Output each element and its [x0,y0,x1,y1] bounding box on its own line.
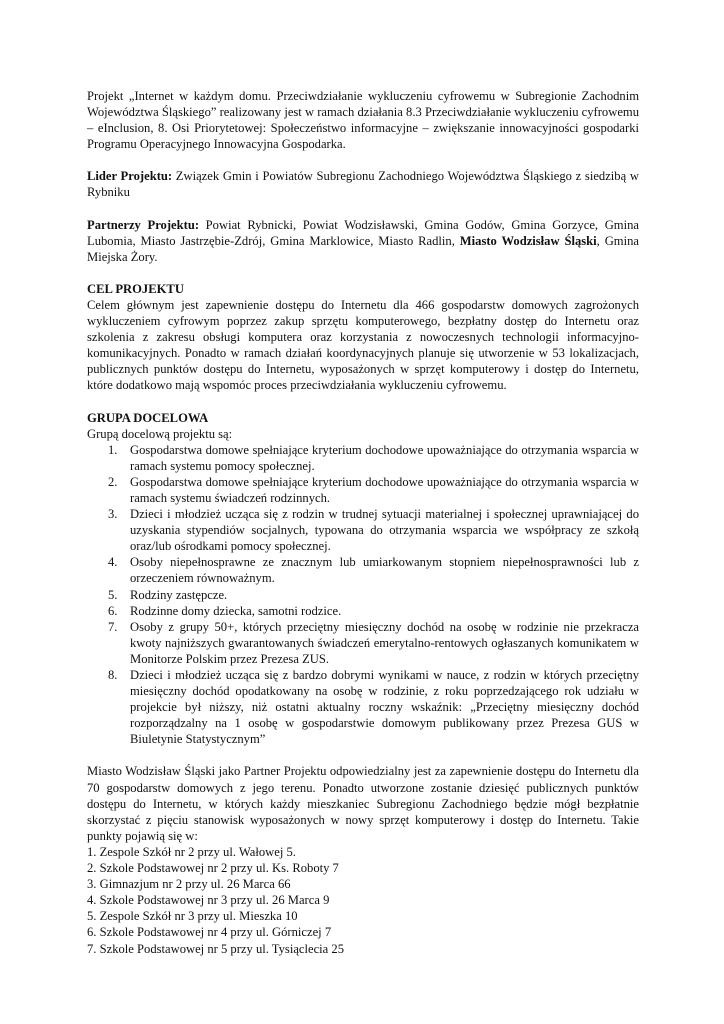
list-item [87,603,639,619]
access-point-item: 7. Szkole Podstawowej nr 5 przy ul. Tysiąclecia 25 [87,941,345,956]
city-partner-paragraph: Miasto Wodzisław Śląski jako Partner Projektu odpowiedzialny jest za zapewnienie dostępu do Internetu dla 70 gospodarstw domowych z jego terenu. Ponadto utworzone zostanie dziesięć publicznych punktów dostępu do Internetu, w których każdy mieszkaniec Subregionu Zachodniego będzie mógł bezpłatnie skorzystać z pięciu stanowisk wyposażonych w nowy sprzęt komputerowy i dostęp do Internetu. Takie punkty pojawią się w: [87,764,639,843]
project-leader-text: Związek Gmin i Powiatów Subregionu Zachodniego Województwa Śląskiego z siedzibą w Rybniku [87,169,639,200]
list-item-number: 8. [108,668,118,682]
list-item-number: 4. [108,555,118,570]
access-points-list [87,844,639,957]
project-partners-paragraph [87,217,639,265]
list-item-text: Gospodarstwa domowe spełniające kryterium dochodowe upoważniające do otrzymania wsparcia w ramach systemu pomocy społecznej. [130,442,639,473]
list-item [87,619,639,667]
list-item-number: 5. [108,587,118,602]
list-item-number: 7. [108,619,118,634]
list-item [87,442,639,474]
project-leader-label: Lider Projektu: [87,169,173,184]
goal-heading: CEL PROJEKTU [87,281,184,296]
list-item [87,506,639,554]
access-point-item: 5. Zespole Szkół nr 3 przy ul. Mieszka 10 [87,909,298,924]
list-item-number: 3. [108,507,118,522]
access-point-item: 1. Zespole Szkół nr 2 przy ul. Wałowej 5. [87,844,296,859]
list-item-text: Rodziny zastępcze. [130,587,228,602]
list-item [87,554,639,586]
list-item-text: Dzieci i młodzież ucząca się z bardzo dobrymi wynikami w nauce, z rodzin w których przeciętny miesięczny dochód opodatkowany na osobę w rodzinie, z roku poprzedzającego rok udziału w projekcie był niższy, niż ostatni aktualny roczny wskaźnik: „Przeciętny miesięczny dochód rozporządzalny na 1 osobę w gospodarstwie domowym publikowany przez Prezesa GUS w Biuletynie Statystycznym” [130,668,639,747]
access-point-item: 4. Szkole Podstawowej nr 3 przy ul. 26 Marca 9 [87,893,330,908]
list-item [87,474,639,506]
list-item-text: Rodzinne domy dziecka, samotni rodzice. [130,603,342,618]
list-item-number: 6. [108,603,118,618]
access-point-item: 6. Szkole Podstawowej nr 4 przy ul. Górniczej 7 [87,925,332,940]
project-leader-paragraph [87,168,639,200]
list-item-text: Dzieci i młodzież ucząca się z rodzin w trudnej sytuacji materialnej i społecznej uprawniającej do uzyskania stypendiów socjalnych, typowana do otrzymania wsparcia we współpracy ze szkołą oraz/lub ośrodkami pomocy społecznej. [130,507,639,554]
access-point-item: 2. Szkole Podstawowej nr 2 przy ul. Ks. Roboty 7 [87,861,339,876]
project-partners-text: Powiat Rybnicki, Powiat Wodzisławski, Gmina Godów, Gmina Gorzyce, Gmina Lubomia, Miasto Jastrzębie-Zdrój, Gmina Marklowice, Miasto Radlin, [87,217,639,248]
goal-paragraph: Celem głównym jest zapewnienie dostępu do Internetu dla 466 gospodarstw domowych zagrożonych wykluczeniem cyfrowym poprzez zakup sprzętu komputerowego, bezpłatny dostęp do Internetu oraz szkolenia z zakresu obsługi komputera oraz korzystania z nowoczesnych technologii informacyjno-komunikacyjnych. Ponadto w ramach działań koordynacyjnych planuje się utworzenie w 53 lokalizacjach, publicznych punktów dostępu do Internetu, wyposażonych w sprzęt komputerowy i dostęp do Internetu, które dodatkowo mają wspomóc proces przeciwdziałania wykluczeniu cyfrowemu. [87,297,639,393]
target-group-list [87,442,639,748]
document-page [87,88,639,957]
list-item [87,587,639,603]
list-item-text: Osoby niepełnosprawne ze znacznym lub umiarkowanym stopniem niepełnosprawności lub z orzeczeniem równoważnym. [130,555,639,586]
list-item-number: 1. [108,442,118,457]
target-group-intro: Grupą docelową projektu są: [87,426,233,441]
project-partners-text-end: , Gmina Miejska Żory. [87,233,639,264]
list-item-number: 2. [108,474,118,489]
list-item [87,667,639,747]
target-group-heading: GRUPA DOCELOWA [87,410,209,425]
list-item-text: Osoby z grupy 50+, których przeciętny miesięczny dochód na osobę w rodzinie nie przekracza kwoty najniższych gwarantowanych świadczeń emerytalno-rentowych ogłaszanych komunikatem w Monitorze Polskim przez Prezesa ZUS. [130,619,639,666]
project-partners-highlight: Miasto Wodzisław Śląski [459,233,597,248]
project-partners-label: Partnerzy Projektu: [87,217,200,232]
intro-paragraph: Projekt „Internet w każdym domu. Przeciwdziałanie wykluczeniu cyfrowemu w Subregionie Zachodnim Województwa Śląskiego” realizowany jest w ramach działania 8.3 Przeciwdziałanie wykluczeniu cyfrowemu – eInclusion, 8. Osi Priorytetowej: Społeczeństwo informacyjne – zwiększanie innowacyjności gospodarki Programu Operacyjnego Innowacyjna Gospodarka. [87,89,639,152]
list-item-text: Gospodarstwa domowe spełniające kryterium dochodowe upoważniające do otrzymania wsparcia w ramach systemu świadczeń rodzinnych. [130,474,639,505]
access-point-item: 3. Gimnazjum nr 2 przy ul. 26 Marca 66 [87,877,291,892]
